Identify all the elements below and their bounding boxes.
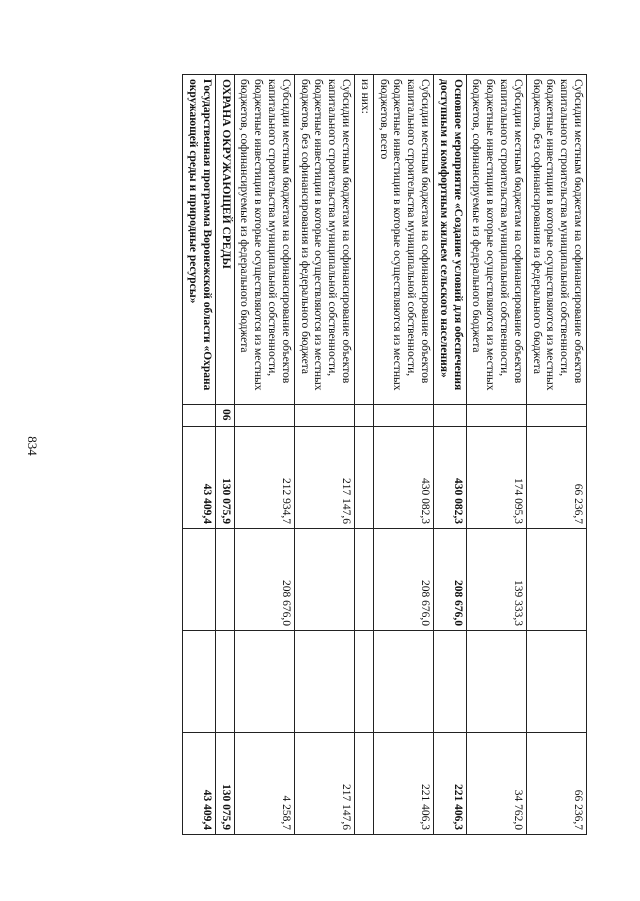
row-name: Субсидии местным бюджетам на софинансирование объектов капитального строительства муниципальной собственности, бюджетные инвестиции в которые осуществляются из местных бюджетов, софинансируемые из федерального бюджета xyxy=(234,75,294,405)
row-value-total: 66 236,7 xyxy=(526,427,586,529)
row-value-regional: 34 762,0 xyxy=(466,733,526,835)
row-value-3 xyxy=(434,631,467,733)
row-value-3 xyxy=(355,631,374,733)
row-name: Субсидии местным бюджетам на софинансирование объектов капитального строительства муниципальной собственности, бюджетные инвестиции в которые осуществляются из местных бюджетов, всего xyxy=(373,75,433,405)
row-name: ОХРАНА ОКРУЖАЮЩЕЙ СРЕДЫ xyxy=(215,75,234,405)
row-code xyxy=(355,405,374,427)
row-value-regional: 4 258,7 xyxy=(234,733,294,835)
row-value-regional: 221 406,3 xyxy=(373,733,433,835)
row-value-3 xyxy=(234,631,294,733)
row-code xyxy=(466,405,526,427)
row-value-federal xyxy=(526,529,586,631)
row-value-regional: 221 406,3 xyxy=(434,733,467,835)
row-value-regional xyxy=(355,733,374,835)
row-name: Основное мероприятие «Создание условий для обеспечения доступным и комфортным жильем сельского населения» xyxy=(434,75,467,405)
table-row xyxy=(434,75,467,835)
row-value-federal xyxy=(355,529,374,631)
row-code xyxy=(434,405,467,427)
row-name: из них: xyxy=(355,75,374,405)
row-name: Субсидии местным бюджетам на софинансирование объектов капитального строительства муниципальной собственности, бюджетные инвестиции в которые осуществляются из местных бюджетов, без софинансирования из федерального бюджета xyxy=(294,75,354,405)
row-value-federal xyxy=(294,529,354,631)
row-code xyxy=(373,405,433,427)
row-value-3 xyxy=(294,631,354,733)
row-code xyxy=(234,405,294,427)
row-value-total: 430 082,3 xyxy=(434,427,467,529)
table-row xyxy=(526,75,586,835)
table-row xyxy=(183,75,216,835)
row-value-total xyxy=(355,427,374,529)
budget-table xyxy=(182,74,587,835)
table-row xyxy=(373,75,433,835)
table-row xyxy=(294,75,354,835)
row-value-federal xyxy=(183,529,216,631)
row-value-3 xyxy=(183,631,216,733)
row-value-total: 130 075,9 xyxy=(215,427,234,529)
row-code: 06 xyxy=(215,405,234,427)
row-value-3 xyxy=(466,631,526,733)
page-number: 834 xyxy=(24,436,40,456)
row-value-3 xyxy=(526,631,586,733)
row-value-total: 212 934,7 xyxy=(234,427,294,529)
row-value-federal: 208 676,0 xyxy=(434,529,467,631)
row-value-total: 43 409,4 xyxy=(183,427,216,529)
row-code xyxy=(294,405,354,427)
row-name: Субсидии местным бюджетам на софинансирование объектов капитального строительства муниципальной собственности, бюджетные инвестиции в которые осуществляются из местных бюджетов, без софинансирования из федерального бюджета xyxy=(526,75,586,405)
row-value-federal: 208 676,0 xyxy=(234,529,294,631)
row-name: Государственная программа Воронежской области «Охрана окружающей среды и природные ресурсы» xyxy=(183,75,216,405)
row-value-3 xyxy=(215,631,234,733)
table-row xyxy=(215,75,234,835)
row-value-federal: 208 676,0 xyxy=(373,529,433,631)
row-value-total: 430 082,3 xyxy=(373,427,433,529)
table-row xyxy=(234,75,294,835)
row-value-regional: 217 147,6 xyxy=(294,733,354,835)
row-value-federal: 139 333,3 xyxy=(466,529,526,631)
row-value-regional: 43 409,4 xyxy=(183,733,216,835)
row-code xyxy=(526,405,586,427)
table-row xyxy=(466,75,526,835)
table-row xyxy=(355,75,374,835)
row-value-regional: 130 075,9 xyxy=(215,733,234,835)
row-value-3 xyxy=(373,631,433,733)
row-value-total: 174 095,3 xyxy=(466,427,526,529)
row-code xyxy=(183,405,216,427)
row-value-total: 217 147,6 xyxy=(294,427,354,529)
rotated-table-container xyxy=(121,74,587,834)
row-value-federal xyxy=(215,529,234,631)
row-value-regional: 66 236,7 xyxy=(526,733,586,835)
row-name: Субсидии местным бюджетам на софинансирование объектов капитального строительства муниципальной собственности, бюджетные инвестиции в которые осуществляются из местных бюджетов, софинансируемые из федерального бюджета xyxy=(466,75,526,405)
